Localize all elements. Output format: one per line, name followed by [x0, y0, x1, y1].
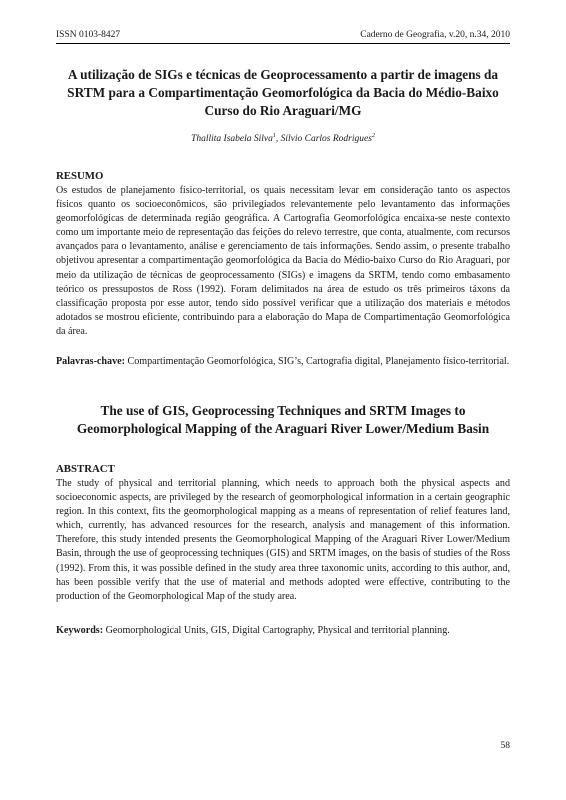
issn: ISSN 0103-8427 [56, 30, 121, 40]
abstract-text: The study of physical and territorial planning, which needs to approach both the physical aspects and socioeconomic aspects, are privileged by the research of geomorphological information in a certain geographic region. In this context, fits the geomorphological mapping as a means of representation of relief features land, which, currently, has advanced resources for the research, analysis and management of this information. Therefore, this study intended presents the Geomorphological Mapping of the Araguari River Lower/Medium Basin, through the use of geoprocessing techniques (GIS) and SRTM images, on the basis of studies of the Ross (1992). From this, it was possible defined in the study area three taxonomic units, according to this author, and, has been possible verify that the use of material and methods adopted were effective, contributing to the production of the Geomorphological Map of the study area. [56, 478, 510, 602]
abstract-heading: ABSTRACT [56, 463, 115, 475]
author-separator: , [275, 134, 281, 145]
article-title: A utilização de SIGs e técnicas de Geoprocessamento a partir de imagens da SRTM para a Compartimentação Geomorfológica da Bacia do Médio-Baixo Curso do Rio Araguari/MG [67, 67, 499, 118]
palavras-chave-list: Compartimentação Geomorfológica, SIG’s, Cartografia digital, Planejamento físico-territorial. [124, 356, 510, 367]
keywords-label: Keywords: [56, 625, 104, 636]
author-2-affiliation: 2 [371, 133, 375, 139]
running-header [56, 30, 510, 44]
keywords-list: Geomorphological Units, GIS, Digital Cartography, Physical and territorial planning. [103, 625, 450, 636]
palavras-chave [56, 355, 510, 369]
authors [56, 133, 510, 144]
author-1: Thallita Isabela Silva [191, 134, 273, 145]
journal-citation: Caderno de Geografia, v.20, n.34, 2010 [360, 30, 510, 40]
resumo-heading: RESUMO [56, 170, 104, 182]
page-number: 58 [500, 741, 510, 751]
english-title: The use of GIS, Geoprocessing Techniques and SRTM Images to Geomorphological Mapping of the Araguari River Lower/Medium Basin [76, 403, 490, 436]
author-2: Sílvio Carlos Rodrigues [280, 134, 372, 145]
palavras-chave-label: Palavras-chave: [56, 356, 125, 367]
author-1-affiliation: 1 [272, 133, 276, 139]
resumo-text: Os estudos de planejamento físico-territorial, os quais necessitam levar em consideração tanto os aspectos físicos quanto os socioeconômicos, são privilegiados relevantemente pelo levantamento das informações geomorfológicas de determinada região geográfica. A Cartografia Geomorfológica encaixa-se neste contexto como um importante meio de representação das feições do relevo terrestre, que conta, atualmente, com recursos avançados para o levantamento, análise e gerenciamento de tais informações. Sendo assim, o presente trabalho objetivou apresentar a compartimentação geomorfológica da Bacia do Médio-baixo Curso do Rio Araguari, por meio da utilização de técnicas de geoprocessamento (SIGs) e imagens da SRTM, tendo como embasamento teórico os pressupostos de Ross (1992). Foram delimitados na área de estudo os três primeiros táxons da classificação proposta por esse autor, tendo sido possível verificar que a utilização dos materiais e métodos adotados se mostrou eficiente, contribuindo para a elaboração do Mapa de Compartimentação Geomorfológica da área. [56, 185, 510, 337]
keywords [56, 624, 510, 638]
